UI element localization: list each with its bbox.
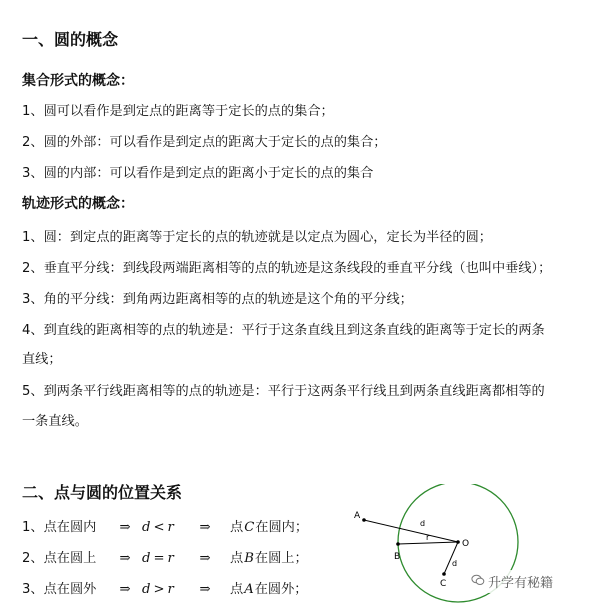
relation-item: 1、点在圆内 xyxy=(22,520,97,535)
section2-title: 二、点与圆的位置关系 xyxy=(22,483,183,502)
segment-AO xyxy=(364,520,458,542)
point-B xyxy=(396,542,400,546)
implies-arrow: ⇒ xyxy=(199,582,211,597)
relation-condition xyxy=(142,551,188,566)
segment-CO xyxy=(444,542,458,574)
watermark-text: 升学有秘籍 xyxy=(488,576,554,591)
locus-form-item-5-cont: 一条直线。 xyxy=(22,414,88,429)
relation-item: 2、点在圆上 xyxy=(22,551,97,566)
relation-condition xyxy=(142,520,188,535)
implies-arrow: ⇒ xyxy=(119,551,131,566)
label-O: O xyxy=(462,539,470,549)
implies-arrow: ⇒ xyxy=(199,520,211,535)
operator: = xyxy=(153,551,165,566)
relation-row-inside xyxy=(22,516,308,535)
result-point: B xyxy=(244,551,254,566)
var-d: d xyxy=(142,551,151,566)
relation-result xyxy=(222,578,307,597)
result-pre: 点 xyxy=(230,551,244,566)
set-form-item-3: 3、圆的内部：可以看作是到定点的距离小于定长的点的集合 xyxy=(22,166,374,181)
locus-form-item-1: 1、圆：到定点的距离等于定长的点的轨迹就是以定点为圆心，定长为半径的圆； xyxy=(22,230,492,245)
watermark xyxy=(468,570,559,593)
relation-item: 3、点在圆外 xyxy=(22,582,97,597)
point-A xyxy=(362,518,366,522)
label-d-upper: d xyxy=(420,519,426,528)
set-form-item-2: 2、圆的外部：可以看作是到定点的距离大于定长的点的集合； xyxy=(22,135,387,150)
var-r: r xyxy=(167,582,174,597)
locus-form-item-2: 2、垂直平分线：到线段两端距离相等的点的轨迹是这条线段的垂直平分线（也叫中垂线）； xyxy=(22,261,552,276)
relation-result xyxy=(222,547,308,566)
label-r: r xyxy=(426,533,430,542)
locus-form-item-3: 3、角的平分线：到角两边距离相等的点的轨迹是这个角的平分线； xyxy=(22,292,413,307)
relation-row-on xyxy=(22,547,308,566)
locus-form-item-5: 5、到两条平行线距离相等的点的轨迹是：平行于这两条平行线且到两条直线距离都相等的 xyxy=(22,384,545,399)
var-r: r xyxy=(167,520,174,535)
relation-row-outside xyxy=(22,578,307,597)
implies-arrow: ⇒ xyxy=(199,551,211,566)
segment-BO xyxy=(398,542,458,544)
implies-arrow: ⇒ xyxy=(119,520,131,535)
operator: > xyxy=(153,582,165,597)
result-point: A xyxy=(244,582,254,597)
point-C xyxy=(442,572,446,576)
label-C: C xyxy=(440,579,447,589)
operator: < xyxy=(153,520,165,535)
locus-form-title: 轨迹形式的概念： xyxy=(22,196,134,212)
label-A: A xyxy=(354,511,361,521)
result-post: 在圆上； xyxy=(254,551,308,566)
set-form-title: 集合形式的概念： xyxy=(22,73,134,89)
result-pre: 点 xyxy=(230,582,244,597)
var-d: d xyxy=(142,582,151,597)
relation-condition xyxy=(142,582,188,597)
relation-result xyxy=(222,516,308,535)
locus-form-item-4-cont: 直线； xyxy=(22,352,62,367)
result-post: 在圆内； xyxy=(255,520,309,535)
locus-form-item-4: 4、到直线的距离相等的点的轨迹是：平行于这条直线且到这条直线的距离等于定长的两条 xyxy=(22,323,545,338)
var-d: d xyxy=(142,520,151,535)
label-B: B xyxy=(394,552,401,562)
result-point: C xyxy=(244,520,255,535)
label-d-lower: d xyxy=(452,559,458,568)
point-O xyxy=(456,540,460,544)
result-post: 在圆外； xyxy=(254,582,308,597)
wechat-icon xyxy=(471,573,485,587)
var-r: r xyxy=(167,551,174,566)
implies-arrow: ⇒ xyxy=(119,582,131,597)
section1-title: 一、圆的概念 xyxy=(22,30,119,49)
set-form-item-1: 1、圆可以看作是到定点的距离等于定长的点的集合； xyxy=(22,104,334,119)
result-pre: 点 xyxy=(230,520,244,535)
